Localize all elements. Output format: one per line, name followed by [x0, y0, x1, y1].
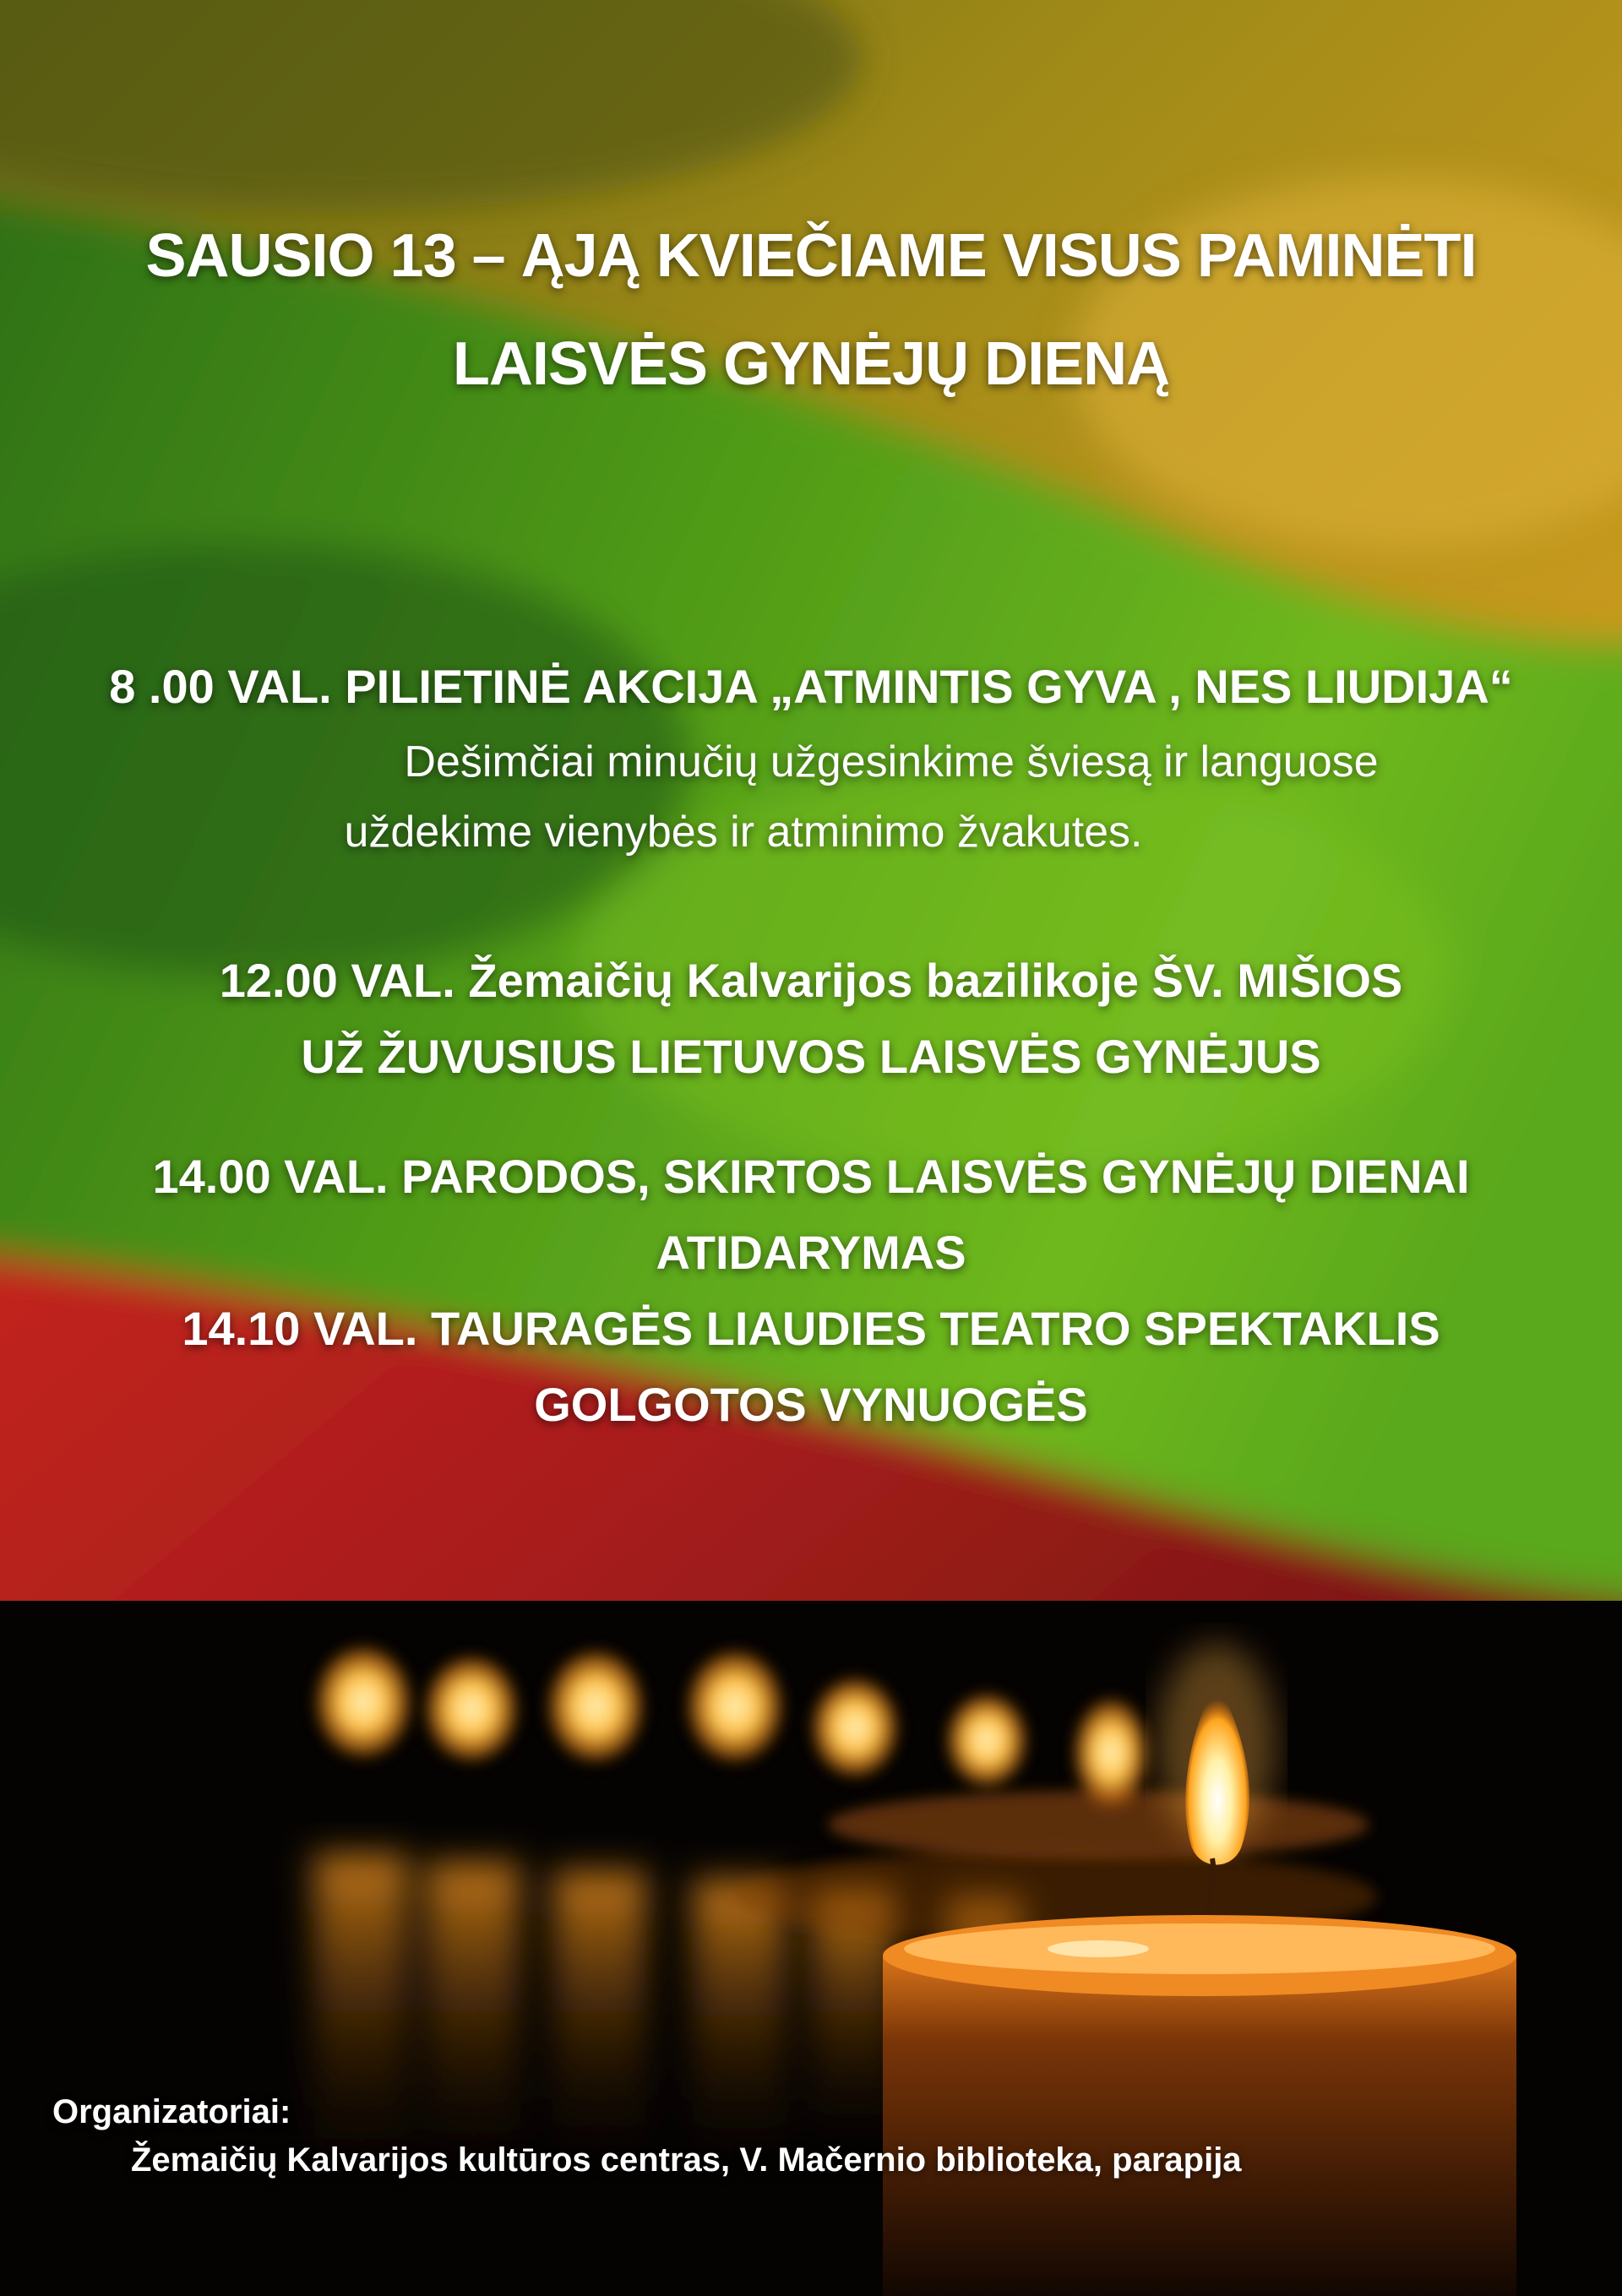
event-2-heading-line-2: UŽ ŽUVUSIUS LIETUVOS LAISVĖS GYNĖJUS [301, 1030, 1321, 1083]
event-4-heading-line-1: 14.10 VAL. TAURAGĖS LIAUDIES TEATRO SPEKTAKLIS [182, 1302, 1440, 1355]
event-4-heading-line-2: GOLGOTOS VYNUOGĖS [534, 1378, 1088, 1431]
event-1-heading: 8 .00 VAL. PILIETINĖ AKCIJA „ATMINTIS GYVA , NES LIUDIJA“ [109, 660, 1513, 713]
organizers-label: Organizatoriai: [52, 2093, 291, 2130]
title-line-2: LAISVĖS GYNĖJŲ DIENĄ [452, 330, 1170, 398]
candles-photo [0, 1601, 1622, 2296]
event-2-heading-line-1: 12.00 VAL. Žemaičių Kalvarijos bazilikoje ŠV. MIŠIOS [219, 954, 1403, 1007]
event-1-description-line-1: Dešimčiai minučių užgesinkime šviesą ir languose [404, 737, 1379, 786]
event-1-description-line-2: uždekime vienybės ir atminimo žvakutes. [344, 808, 1143, 857]
event-3-heading-line-2: ATIDARYMAS [656, 1226, 966, 1279]
organizers-names: Žemaičių Kalvarijos kultūros centras, V. Mačernio biblioteka, parapija [131, 2141, 1242, 2179]
event-3-heading-line-1: 14.00 VAL. PARODOS, SKIRTOS LAISVĖS GYNĖJŲ DIENAI [152, 1150, 1470, 1203]
candles-illustration [0, 1601, 1622, 2296]
title-line-1: SAUSIO 13 – ĄJĄ KVIEČIAME VISUS PAMINĖTI [145, 222, 1477, 290]
